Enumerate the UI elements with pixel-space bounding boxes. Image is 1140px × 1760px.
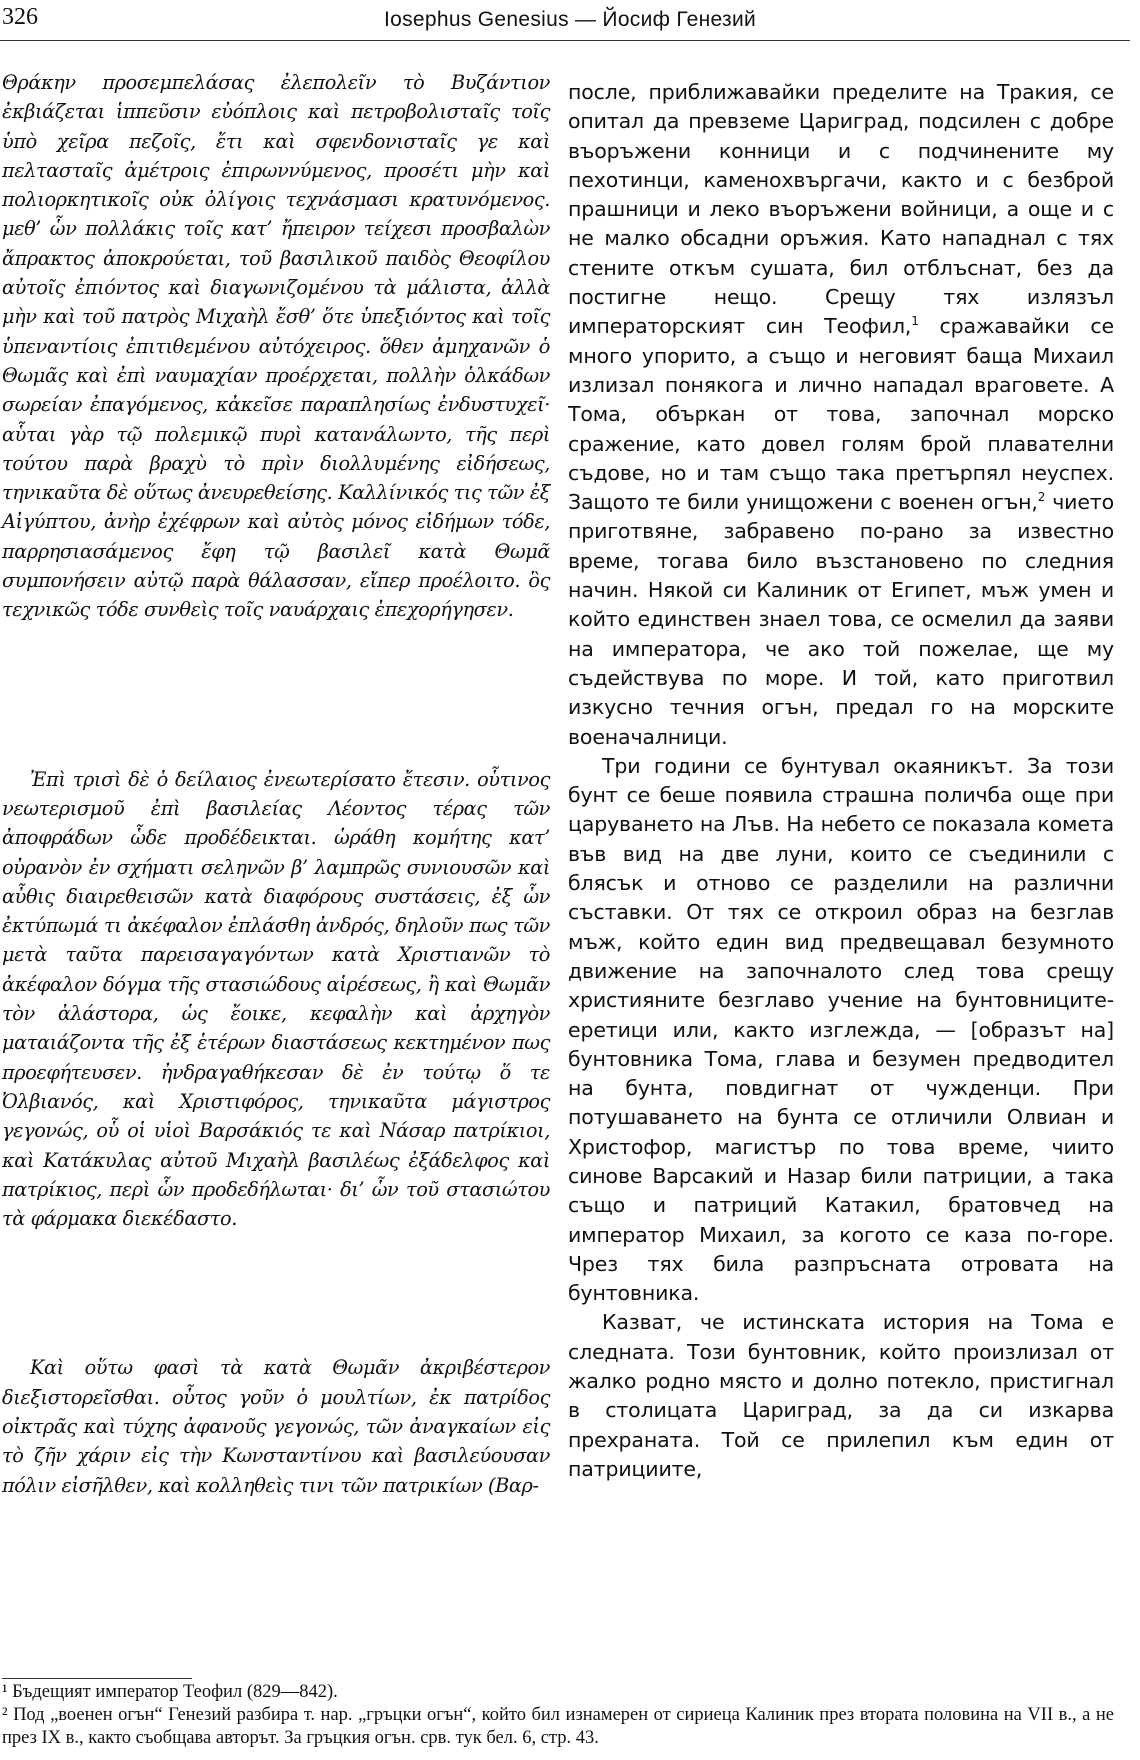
greek-paragraph-1: Θράκην προσεμπελάσας ἐλεπολεῖν τὸ Βυζάντιον ἐκβιάζεται ἱππεῦσιν εὐόπλοις καὶ πετροβολισταῖς τοῖς ὑπὸ χεῖρα πεζοῖς, ἔτι καὶ σφενδονισταῖς γε καὶ πελτασταῖς ἀμέτροις ἐπιρωννύμενος, προσέτι μὴν καὶ πολιορκητικοῖς οὐκ ὀλίγοις τεχνάσμασι κρατυνόμενος. μεθ’ ὧν πολλάκις τοῖς κατ’ ἤπειρον τείχεσι προσβαλὼν ἄπρακτος ἀποκρούεται, τοῦ βασιλικοῦ παιδὸς Θεοφίλου αὐτοῖς ἐπιόντος καὶ διαγωνιζομένου τὰ μάλιστα, ἀλλὰ μὴν καὶ τοῦ πατρὸς Μιχαὴλ ἔσθ’ ὅτε ὑπεξιόντος καὶ τοῖς ὑπεναντίοις ἐπιτιθεμένου αὐτόχειρος. ὅθεν ἀμηχανῶν ὁ Θωμᾶς καὶ ἐπὶ ναυμαχίαν προέρχεται, πολλὴν ὁλκάδων σωρείαν ἐπαγόμενος, κἀκεῖσε παραπλησίως ἐνδυστυχεῖ· αὗται γὰρ τῷ πολεμικῷ πυρὶ κατανάλωντο, τῆς περὶ τούτου παρὰ βραχὺ τὸ πρὶν διολλυμένης εἰδήσεως, τηνικαῦτα δὲ οὕτως ἀνευρεθείσης. Καλλίνικός τις τῶν ἐξ Αἰγύπτου, ἀνὴρ ἐχέφρων καὶ αὐτὸς μόνος εἰδήμων τόδε, παρρησιασάμενος ἔφη τῷ βασιλεῖ κατὰ Θωμᾶ συμπονήσειν αὐτῷ παρὰ θάλασσαν, εἴπερ προέλοιτο. ὃς τεχνικῶς τόδε συνθεὶς τοῖς ναυάρχαις ἐπεχορήγησεν. [2, 71, 550, 622]
footnote-2: ² Под „военен огън“ Генезий разбира т. нар. „гръцки огън“, който бил изнамерен от сириеца Калиник през втората половина на VII в., а не през IX в., както съобщава авторът. За гръцкия огън. срв. тук бел. 6, стр. 43. [2, 1705, 1114, 1748]
footnote-marker: 1 [911, 314, 919, 329]
footnote-rule [2, 1678, 192, 1679]
bulgarian-paragraph-1 [568, 78, 1114, 752]
bulgarian-text: сражавайки се много упорито, а също и неговият баща Михаил излизал понякога и лично нападал враговете. А Тома, объркан от това, започнал морско сражение, като довел голям брой плавателни съдове, но и там също така претърпял неуспех. Защото те били унищожени с военен огън, [568, 314, 1114, 515]
greek-column [2, 68, 550, 1500]
greek-paragraph-3: Καὶ οὕτω φασὶ τὰ κατὰ Θωμᾶν ἀκριβέστερον διεξιστορεῖσθαι. οὗτος γοῦν ὁ μουλτίων, ἐκ πατρίδος οἰκτρᾶς καὶ τύχης ἀφανοῦς γεγονώς, τῶν ἀναγκαίων εἰς τὸ ζῆν χάριν εἰς τὴν Κωνσταντίνου καὶ βασιλεύουσαν πόλιν εἰσῆλθεν, καὶ κολληθεὶς τινι τῶν πατρικίων (Βαρ- [2, 1356, 550, 1497]
header-rule [0, 40, 1130, 41]
greek-paragraph-2: Ἐπὶ τρισὶ δὲ ὁ δείλαιος ἐνεωτερίσατο ἔτεσιν. οὗτινος νεωτερισμοῦ ἐπὶ βασιλείας Λέοντος τέρας τῶν ἀποφράδων ὧδε προδέδεικται. ὡράθη κομήτης κατ’ οὐρανὸν ἐν σχήματι σεληνῶν β’ λαμπρῶς συνιουσῶν καὶ αὖθις διαιρεθεισῶν κατὰ διαφόρους συστάσεις, ἐξ ὧν ἐκτύπωμά τι ἀκέφαλον ἐπλάσθη ἀνδρός, δηλοῦν πως τῶν μετὰ ταῦτα παρεισαγαγόντων κατὰ Χριστιανῶν τὸ ἀκέφαλον δόγμα τῆς στασιώδους αἱρέσεως, ἢ καὶ Θωμᾶν τὸν ἀλάστορα, ὡς ἔοικε, κεφαλὴν καὶ ἀρχηγὸν ματαιάζοντα τῆς ἐξ ἑτέρων διαστάσεως κεκτημένον πως προεφήτευσεν. ἠνδραγαθήκεσαν δὲ ἐν τούτῳ ὅ τε Ὀλβιανός, καὶ Χριστιφόρος, τηνικαῦτα μάγιστρος γεγονώς, οὗ οἱ υἱοὶ Βαρσάκιός τε καὶ Νάσαρ πατρίκιοι, καὶ Κατάκυλας αὐτοῦ Μιχαὴλ βασιλέως ἐξάδελφος καὶ πατρίκιος, περὶ ὧν προδεδήλωται· δι’ ὧν τοῦ στασιώτου τὰ φάρμακα διεκέδαστο. [2, 767, 550, 1231]
bulgarian-column [568, 78, 1114, 1484]
footnote-1: ¹ Бъдещият император Теофил (829—842). [2, 1682, 338, 1702]
bulgarian-text: после, приближавайки пределите на Тракия, се опитал да превземе Цариград, подсилен с добре въоръжени конници и с подчинените му пехотинци, каменохвъргачи, както и с безброй прашници и леко въоръжени войници, а още и с не малко обсадни оръжия. Като нападнал с тях стените откъм сушата, бил отблъснат, без да постигне нещо. Срещу тях излязъл императорският син Теофил, [568, 80, 1114, 339]
bulgarian-text: чието приготвяне, забравено по-рано за известно време, тогава било възстановено по следния начин. Някой си Калиник от Египет, мъж умен и който единствен знаел това, се осмелил да заяви на императора, че ако той пожелае, ще му съдействува по море. И той, като приготвил изкусно течния огън, предал го на морските военачалници. [568, 490, 1114, 749]
running-head: Iosephus Genesius — Йосиф Генезий [383, 8, 757, 31]
column-gap [2, 625, 550, 765]
footnote-marker: 2 [1037, 490, 1046, 505]
footnotes [2, 1678, 1114, 1750]
column-gap [2, 1233, 550, 1353]
bulgarian-paragraph-2: Три години се бунтувал окаяникът. За този бунт се беше появила страшна поличба още при царуването на Лъв. На небето се показала комета във вид на две луни, които се съединили с блясък и отново се разделили на различни съставки. От тях се откроил образ на безглав мъж, който един вид предвещавал безумното движение на започналото след това срещу християните безглаво учение на бунтовниците-еретици или, както изглежда, — [образът на] бунтовника Тома, глава и безумен предводител на бунта, повдигнат от чужденци. При потушаването на бунта се отличили Олвиан и Христофор, магистър по това време, чиито синове Варсакий и Назар били патриции, а така също и патриций Катакил, братовчед на император Михаил, за когото се каза по-горе. Чрез тях била разпръсната отровата на бунтовника. [568, 753, 1114, 1306]
page-number: 326 [2, 4, 38, 30]
bulgarian-paragraph-3: Казват, че истинската история на Тома е следната. Този бунтовник, който произлизал от жалко родно място и долно потекло, пристигнал в столицата Цариград, за да си изкарва прехраната. Той се прилепил към един от патрициите, [568, 1310, 1114, 1481]
